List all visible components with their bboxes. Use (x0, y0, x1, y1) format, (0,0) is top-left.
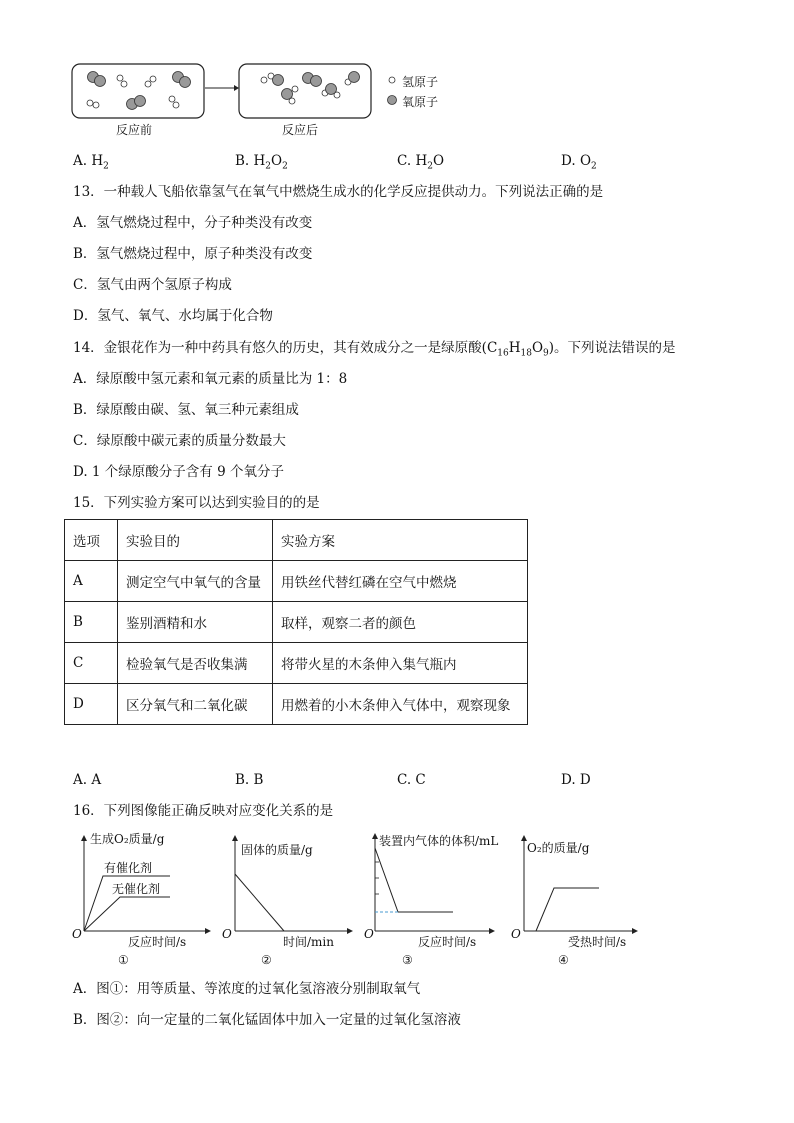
after-label: 反应后 (282, 123, 319, 137)
table-row (65, 643, 528, 684)
graph2-xlabel: 时间/min (283, 935, 334, 949)
q13-option-c[interactable]: C．氢气由两个氢原子构成 (73, 277, 232, 293)
graph3-line (375, 848, 453, 912)
table-cell: 区分氧气和二氧化碳 (118, 684, 273, 725)
graph3-xlabel: 反应时间/s (418, 935, 477, 949)
q15-table (64, 519, 528, 725)
q14-stem: 14．金银花作为一种中药具有悠久的历史，其有效成分之一是绿原酸$(C_{16}H_{18}O_9)$。下列说法错误的是 (73, 340, 676, 359)
table-cell: 取样，观察二者的颜色 (273, 602, 528, 643)
table-header-row (65, 520, 528, 561)
graph1-line-no-catalyst (84, 897, 170, 931)
graph1-number: ① (118, 953, 129, 967)
q12-option-d[interactable]: D. $O_2$ (561, 153, 597, 172)
table-header: 实验目的 (118, 520, 273, 561)
q13-option-b[interactable]: B．氢气燃烧过程中，原子种类没有改变 (73, 246, 313, 262)
table-cell: C (65, 643, 118, 684)
legend-hydrogen: 氢原子 (402, 75, 439, 89)
graph1-xlabel: 反应时间/s (128, 935, 187, 949)
table-cell: B (65, 602, 118, 643)
graph2-number: ② (261, 953, 272, 967)
q13-option-a[interactable]: A．氢气燃烧过程中，分子种类没有改变 (73, 215, 313, 231)
q14-option-b[interactable]: B．绿原酸由碳、氢、氧三种元素组成 (73, 402, 299, 418)
graph3-ylabel: 装置内气体的体积/mL (379, 834, 499, 848)
q15-stem: 15．下列实验方案可以达到实验目的的是 (73, 495, 320, 511)
q12-option-c[interactable]: C. $H_2O$ (397, 153, 445, 172)
graph3-number: ③ (402, 953, 413, 967)
q13-stem: 13．一种载人飞船依靠氢气在氧气中燃烧生成水的化学反应提供动力。下列说法正确的是 (73, 184, 604, 200)
q16-option-a[interactable]: A．图①：用等质量、等浓度的过氧化氢溶液分别制取氧气 (73, 981, 421, 997)
q15-option-b[interactable]: B. B (235, 772, 264, 788)
graph4-line (536, 888, 599, 931)
table-header: 实验方案 (273, 520, 528, 561)
q14-option-c[interactable]: C．绿原酸中碳元素的质量分数最大 (73, 433, 286, 449)
q16-option-b[interactable]: B．图②：向一定量的二氧化锰固体中加入一定量的过氧化氢溶液 (73, 1012, 461, 1028)
table-row (65, 561, 528, 602)
q16-stem: 16．下列图像能正确反映对应变化关系的是 (73, 803, 334, 819)
hydrogen-legend-icon (389, 77, 395, 83)
q12-option-b[interactable]: B. $H_2O_2$ (235, 153, 288, 172)
graph2-line (235, 874, 284, 931)
graph4-number: ④ (558, 953, 569, 967)
table-cell: D (65, 684, 118, 725)
table-row (65, 602, 528, 643)
graph1-line-label-catalyst: 有催化剂 (104, 861, 153, 875)
before-label: 反应前 (116, 123, 153, 137)
oxygen-legend-icon (388, 96, 397, 105)
q13-option-d[interactable]: D．氢气、氧气、水均属于化合物 (73, 308, 273, 324)
graph1-ylabel: 生成O₂质量/g (90, 832, 165, 846)
table-cell: A (65, 561, 118, 602)
graph2-ylabel: 固体的质量/g (241, 843, 313, 857)
legend-oxygen: 氧原子 (402, 95, 439, 109)
table-cell: 测定空气中氧气的含量 (118, 561, 273, 602)
table-cell: 鉴别酒精和水 (118, 602, 273, 643)
table-cell: 用燃着的小木条伸入气体中，观察现象 (273, 684, 528, 725)
graph4-ylabel: O₂的质量/g (527, 841, 590, 855)
table-cell: 将带火星的木条伸入集气瓶内 (273, 643, 528, 684)
graph1-origin: O (72, 927, 82, 941)
q14-option-d[interactable]: D. 1 个绿原酸分子含有 9 个氧分子 (73, 464, 284, 480)
table-cell: 检验氧气是否收集满 (118, 643, 273, 684)
table-header: 选项 (65, 520, 118, 561)
table-row (65, 684, 528, 725)
graph4-origin: O (511, 927, 521, 941)
graph3-origin: O (364, 927, 374, 941)
q15-option-d[interactable]: D. D (561, 772, 591, 788)
q14-option-a[interactable]: A．绿原酸中氢元素和氧元素的质量比为 1：8 (73, 371, 348, 387)
q15-option-a[interactable]: A. A (73, 772, 102, 788)
q12-option-a[interactable]: A. $H_2$ (73, 153, 109, 172)
q15-option-c[interactable]: C. C (397, 772, 426, 788)
graph1-line-label-no-catalyst: 无催化剂 (112, 882, 161, 896)
table-cell: 用铁丝代替红磷在空气中燃烧 (273, 561, 528, 602)
graph2-origin: O (222, 927, 232, 941)
graph4-xlabel: 受热时间/s (568, 935, 627, 949)
